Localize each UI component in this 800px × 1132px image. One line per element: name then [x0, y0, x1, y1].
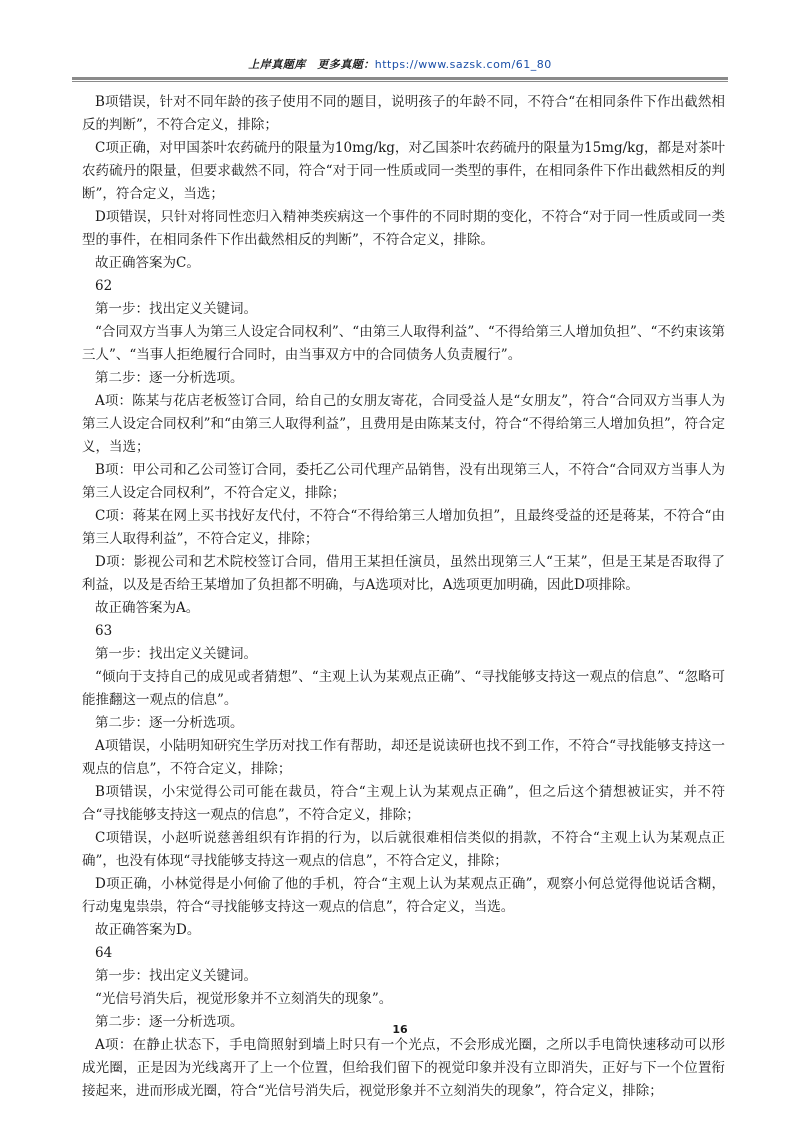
- paragraph: C项错误，小赵听说慈善组织有诈捐的行为，以后就很难相信类似的捐款，不符合“主观上认为某观点正确”，也没有体现“寻找能够支持这一观点的信息”，不符合定义，排除；: [82, 830, 725, 869]
- paragraph: D项：影视公司和艺术院校签订合同，借用王某担任演员，虽然出现第三人“王某”，但是王某是否取得了利益，以及是否给王某增加了负担都不明确，与A选项对比，A选项更加明确，因此D项排除。: [82, 554, 725, 593]
- step-heading: 第二步：逐一分析选项。: [95, 370, 244, 386]
- paragraph: A项：陈某与花店老板签订合同，给自己的女朋友寄花，合同受益人是“女朋友”，符合“合同双方当事人为第三人设定合同权利”和“由第三人取得利益”，且费用是由陈某支付，符合“不得给第三人增加负担”，符合定义，当选；: [82, 393, 725, 455]
- step-heading: 第一步：找出定义关键词。: [95, 968, 257, 984]
- paragraph: C项正确，对甲国茶叶农药硫丹的限量为10mg/kg，对乙国茶叶农药硫丹的限量为15mg/kg，都是对茶叶农药硫丹的限量，但要求截然不同，符合“对于同一性质或同一类型的事件，在相同条件下作出截然相反的判断”，符合定义，当选；: [82, 140, 725, 202]
- answer-line: 故正确答案为C。: [95, 255, 200, 271]
- header-url-link[interactable]: https://www.sazsk.com/61_80: [374, 58, 552, 71]
- step-heading: 第一步：找出定义关键词。: [95, 301, 257, 317]
- paragraph: “光信号消失后，视觉形象并不立刻消失的现象”。: [95, 991, 393, 1007]
- paragraph: D项错误，只针对将同性恋归入精神类疾病这一个事件的不同时期的变化，不符合“对于同一性质或同一类型的事件，在相同条件下作出截然相反的判断”，不符合定义，排除。: [82, 209, 725, 248]
- body-text: [82, 91, 725, 1103]
- question-number: 62: [95, 278, 113, 294]
- paragraph: C项：蒋某在网上买书找好友代付，不符合“不得给第三人增加负担”，且最终受益的还是蒋某，不符合“由第三人取得利益”，不符合定义，排除；: [82, 508, 725, 547]
- step-heading: 第二步：逐一分析选项。: [95, 1014, 244, 1030]
- answer-line: 故正确答案为A。: [95, 600, 200, 616]
- paragraph: B项：甲公司和乙公司签订合同，委托乙公司代理产品销售，没有出现第三人，不符合“合同双方当事人为第三人设定合同权利”，不符合定义，排除；: [82, 462, 725, 501]
- header-label: 上岸真题库 更多真题：: [248, 58, 375, 71]
- paragraph: D项正确，小林觉得是小何偷了他的手机，符合“主观上认为某观点正确”，观察小何总觉得他说话含糊，行动鬼鬼祟祟，符合“寻找能够支持这一观点的信息”，符合定义，当选。: [82, 876, 725, 915]
- paragraph: “合同双方当事人为第三人设定合同权利”、“由第三人取得利益”、“不得给第三人增加负担”、“不约束该第三人”、“当事人拒绝履行合同时，由当事双方中的合同债务人负责履行”。: [82, 324, 725, 363]
- paragraph: A项：在静止状态下，手电筒照射到墙上时只有一个光点，不会形成光圈，之所以手电筒快速移动可以形成光圈，正是因为光线离开了上一个位置，但给我们留下的视觉印象并没有立即消失，正好与下一个位置衔接起来，进而形成光圈，符合“光信号消失后，视觉形象并不立刻消失的现象”，符合定义，排除；: [82, 1037, 725, 1099]
- step-heading: 第二步：逐一分析选项。: [95, 715, 244, 731]
- paragraph: B项错误，针对不同年龄的孩子使用不同的题目，说明孩子的年龄不同，不符合“在相同条件下作出截然相反的判断”，不符合定义，排除；: [82, 94, 725, 133]
- answer-line: 故正确答案为D。: [95, 922, 201, 938]
- step-heading: 第一步：找出定义关键词。: [95, 646, 257, 662]
- paragraph: A项错误，小陆明知研究生学历对找工作有帮助，却还是说读研也找不到工作，不符合“寻找能够支持这一观点的信息”，不符合定义，排除；: [82, 738, 725, 777]
- paragraph: “倾向于支持自己的成见或者猜想”、“主观上认为某观点正确”、“寻找能够支持这一观点的信息”、“忽略可能推翻这一观点的信息”。: [82, 669, 725, 708]
- question-number: 64: [95, 945, 113, 961]
- page-number: 16: [392, 1023, 408, 1036]
- header-divider: [72, 77, 728, 82]
- question-number: 63: [95, 623, 113, 639]
- paragraph: B项错误，小宋觉得公司可能在裁员，符合“主观上认为某观点正确”，但之后这个猜想被证实，并不符合“寻找能够支持这一观点的信息”，不符合定义，排除；: [82, 784, 725, 823]
